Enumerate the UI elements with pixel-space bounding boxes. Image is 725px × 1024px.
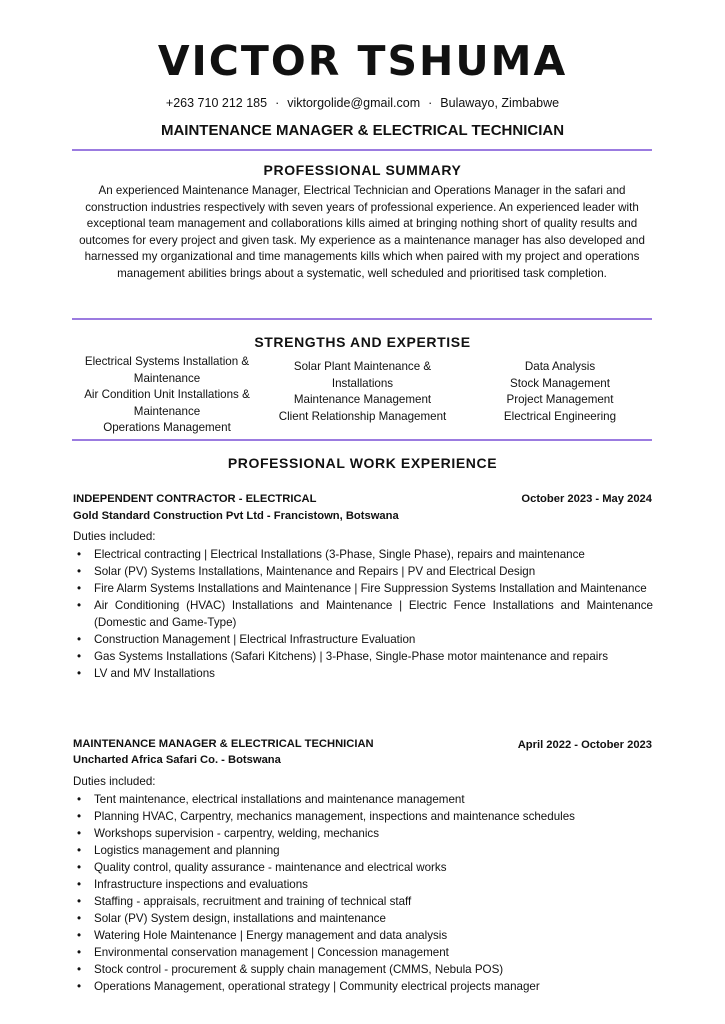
- job-title: INDEPENDENT CONTRACTOR - ELECTRICAL: [73, 493, 317, 505]
- bullet-icon: •: [77, 878, 82, 891]
- email-address: viktorgolide@gmail.com: [287, 96, 421, 110]
- list-item: [73, 648, 653, 665]
- strength-item: Data Analysis: [524, 360, 596, 373]
- divider-rule: [72, 318, 652, 320]
- location: Bulawayo, Zimbabwe: [440, 96, 560, 110]
- duty-text: Tent maintenance, electrical installations and maintenance management: [94, 793, 465, 806]
- duty-text: Construction Management | Electrical Infrastructure Evaluation: [94, 633, 416, 646]
- bullet-icon: •: [77, 946, 82, 959]
- strength-item: Electrical Engineering: [503, 409, 617, 423]
- duties-list: [73, 546, 653, 682]
- bullet-icon: •: [77, 895, 82, 908]
- list-item: [73, 665, 653, 682]
- duty-text: Solar (PV) Systems Installations, Maintenance and Repairs | PV and Electrical Design: [94, 565, 536, 578]
- list-item: [73, 597, 653, 631]
- divider-rule: [72, 439, 652, 441]
- list-item: [73, 961, 653, 978]
- duty-text: Solar (PV) System design, installations and maintenance: [94, 912, 386, 925]
- list-item: [73, 859, 653, 876]
- bullet-icon: •: [77, 667, 82, 680]
- duty-text: Infrastructure inspections and evaluations: [94, 878, 308, 891]
- bullet-icon: •: [77, 582, 82, 595]
- list-item: [73, 944, 653, 961]
- bullet-icon: •: [77, 861, 82, 874]
- bullet-icon: •: [77, 810, 82, 823]
- duty-text: Gas Systems Installations (Safari Kitchens) | 3-Phase, Single-Phase motor maintenance and repairs: [94, 650, 609, 663]
- bullet-icon: •: [77, 548, 82, 561]
- bullet-icon: •: [77, 929, 82, 942]
- bullet-icon: •: [77, 565, 82, 578]
- list-item: [73, 791, 653, 808]
- list-item: [73, 876, 653, 893]
- strength-item: Electrical Systems Installation & Maintenance: [84, 355, 250, 385]
- bullet-icon: •: [77, 980, 82, 993]
- duties-label: Duties included:: [73, 775, 156, 788]
- bullet-icon: •: [77, 599, 82, 612]
- bullet-icon: •: [77, 827, 82, 840]
- strength-item: Operations Management: [103, 421, 231, 434]
- bullet-icon: •: [77, 633, 82, 646]
- candidate-name: VICTOR TSHUMA: [157, 37, 568, 85]
- summary-text: An experienced Maintenance Manager, Electrical Technician and Operations Manager in the safari and construction industries respectively with seven years of professional experience. An experienced leader with exceptional team management and collaborations kills aimed at bringing nothing short of quality results and outcomes for every project and given task. My experience as a maintenance manager has also developed and harnessed my organizational and time managements kills which when paired with my project and operations management abilities brings about a systematic, well scheduled and prioritised task completion.: [79, 184, 645, 280]
- list-item: [73, 808, 653, 825]
- job-title: MAINTENANCE MANAGER & ELECTRICAL TECHNICIAN: [73, 738, 374, 750]
- duty-text: Air Conditioning (HVAC) Installations and Maintenance | Electric Fence Installations and Maintenance (Domestic and Game-Type): [94, 599, 653, 629]
- contact-separator: ·: [428, 96, 433, 110]
- list-item: [73, 927, 653, 944]
- duties-label: Duties included:: [73, 530, 156, 543]
- list-item: [73, 893, 653, 910]
- list-item: [73, 910, 653, 927]
- divider-rule: [72, 149, 652, 151]
- job-dates: April 2022 - October 2023: [517, 739, 652, 751]
- job-company: Uncharted Africa Safari Co. - Botswana: [73, 754, 281, 766]
- duty-text: LV and MV Installations: [94, 667, 215, 680]
- list-item: [73, 825, 653, 842]
- duty-text: Environmental conservation management | Concession management: [94, 946, 449, 959]
- duty-text: Staffing - appraisals, recruitment and training of technical staff: [94, 895, 412, 908]
- duties-list: [73, 791, 653, 995]
- phone-number: +263 710 212 185: [165, 96, 268, 110]
- duty-text: Watering Hole Maintenance | Energy management and data analysis: [94, 929, 448, 942]
- list-item: [73, 580, 653, 597]
- duty-text: Stock control - procurement & supply chain management (CMMS, Nebula POS): [94, 963, 504, 976]
- list-item: [73, 546, 653, 563]
- strengths-heading: STRENGTHS AND EXPERTISE: [254, 334, 471, 350]
- strength-item: Maintenance Management: [293, 393, 432, 406]
- list-item: [73, 978, 653, 995]
- duty-text: Workshops supervision - carpentry, welding, mechanics: [94, 827, 380, 840]
- job-role-title: MAINTENANCE MANAGER & ELECTRICAL TECHNICIAN: [160, 122, 565, 139]
- bullet-icon: •: [77, 912, 82, 925]
- list-item: [73, 631, 653, 648]
- strengths-column-3: [465, 359, 655, 425]
- strength-item: Client Relationship Management: [278, 409, 447, 423]
- bullet-icon: •: [77, 963, 82, 976]
- job-company: Gold Standard Construction Pvt Ltd - Francistown, Botswana: [73, 510, 399, 522]
- summary-heading: PROFESSIONAL SUMMARY: [263, 162, 462, 178]
- list-item: [73, 842, 653, 859]
- strength-item: Solar Plant Maintenance & Installations: [293, 360, 432, 390]
- contact-line: [0, 94, 725, 112]
- duty-text: Logistics management and planning: [94, 844, 280, 857]
- strength-item: Air Condition Unit Installations & Maintenance: [84, 388, 250, 418]
- contact-separator: ·: [275, 96, 280, 110]
- duty-text: Fire Alarm Systems Installations and Maintenance | Fire Suppression Systems Installation and Maintenance: [94, 582, 647, 595]
- experience-heading: PROFESSIONAL WORK EXPERIENCE: [227, 455, 498, 471]
- duty-text: Electrical contracting | Electrical Installations (3-Phase, Single Phase), repairs and maintenance: [94, 548, 585, 561]
- bullet-icon: •: [77, 650, 82, 663]
- strength-item: Stock Management: [510, 376, 610, 390]
- strengths-column-1: [72, 354, 262, 437]
- duty-text: Quality control, quality assurance - maintenance and electrical works: [94, 861, 447, 874]
- duty-text: Planning HVAC, Carpentry, mechanics management, inspections and maintenance schedules: [94, 810, 575, 823]
- job-dates: October 2023 - May 2024: [521, 493, 652, 505]
- strength-item: Project Management: [506, 393, 614, 406]
- bullet-icon: •: [77, 844, 82, 857]
- duty-text: Operations Management, operational strategy | Community electrical projects manager: [94, 980, 540, 993]
- strengths-column-2: [265, 359, 460, 425]
- bullet-icon: •: [77, 793, 82, 806]
- list-item: [73, 563, 653, 580]
